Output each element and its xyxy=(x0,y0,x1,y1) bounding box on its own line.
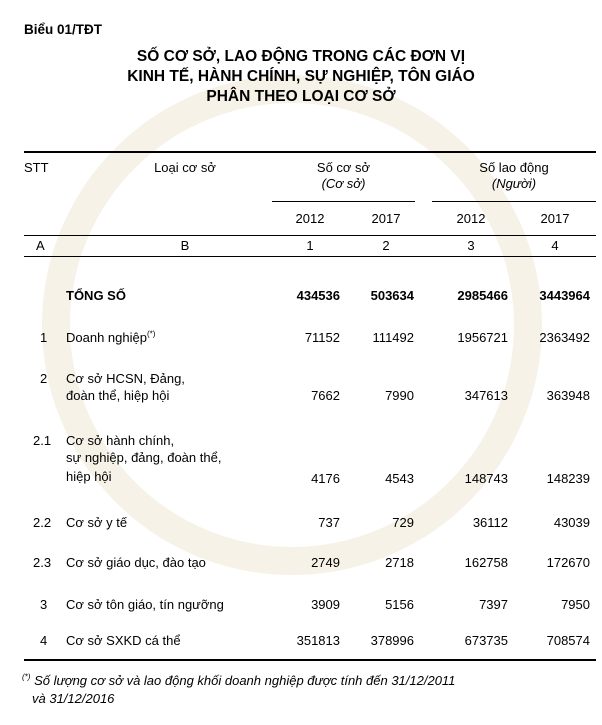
header-labor: Số lao động xyxy=(479,160,549,175)
code-cell: B xyxy=(180,238,190,253)
cell-labor-2012: 148743 xyxy=(464,471,508,486)
row-label: Cơ sở SXKD cá thể xyxy=(66,633,181,648)
code-cell: 4 xyxy=(551,238,559,253)
footnote-line-2: và 31/12/2016 xyxy=(32,691,115,706)
cell-units-2012: 2749 xyxy=(311,555,340,570)
table-bottom-rule xyxy=(24,659,596,661)
cell-units-2017: 729 xyxy=(392,515,414,530)
cell-units-2012: 737 xyxy=(318,515,340,530)
cell-labor-2017: 43039 xyxy=(553,515,590,530)
cell-labor-2012: 1956721 xyxy=(457,330,508,345)
header-year: 2017 xyxy=(540,211,570,226)
row-label: Cơ sở tôn giáo, tín ngưỡng xyxy=(66,597,224,612)
cell-units-2017: 4543 xyxy=(385,471,414,486)
row-stt: 1 xyxy=(40,330,48,345)
row-label-line: hiệp hội xyxy=(66,469,112,484)
units-subheader-rule xyxy=(272,201,415,202)
cell-labor-2012: 347613 xyxy=(464,388,508,403)
cell-labor-2012: 673735 xyxy=(464,633,508,648)
title-line-1: SỐ CƠ SỞ, LAO ĐỘNG TRONG CÁC ĐƠN VỊ xyxy=(136,48,466,65)
row-label: Cơ sở giáo dục, đào tạo xyxy=(66,555,206,570)
header-labor-unit: (Người) xyxy=(491,176,537,191)
row-label: Cơ sở y tế xyxy=(66,515,128,530)
cell-units-2017: 5156 xyxy=(385,597,414,612)
cell-units-2012: 71152 xyxy=(304,330,340,345)
header-bottom-rule xyxy=(24,235,596,236)
code-cell: 3 xyxy=(467,238,475,253)
cell-units-2012: 434536 xyxy=(296,288,340,303)
cell-units-2017: 503634 xyxy=(370,288,414,303)
header-type: Loại cơ sở xyxy=(154,160,216,175)
row-label-line: sự nghiệp, đảng, đoàn thể, xyxy=(66,450,222,465)
title-line-2: KINH TẾ, HÀNH CHÍNH, SỰ NGHIỆP, TÔN GIÁO xyxy=(127,68,475,85)
cell-units-2017: 111492 xyxy=(372,330,414,345)
cell-labor-2012: 2985466 xyxy=(457,288,508,303)
cell-labor-2017: 172670 xyxy=(546,555,590,570)
row-label-line: Cơ sở HCSN, Đảng, xyxy=(66,371,185,386)
row-stt: 2.1 xyxy=(33,433,52,448)
row-label: Doanh nghiệp(*) xyxy=(66,329,156,345)
title-line-3: PHÂN THEO LOẠI CƠ SỞ xyxy=(206,88,396,105)
row-stt: 3 xyxy=(40,597,48,612)
cell-units-2012: 3909 xyxy=(311,597,340,612)
cell-labor-2012: 7397 xyxy=(479,597,508,612)
row-label-line: đoàn thể, hiệp hội xyxy=(66,388,170,403)
header-units: Số cơ sở xyxy=(316,160,371,175)
cell-labor-2017: 363948 xyxy=(546,388,590,403)
row-label-line: Cơ sở hành chính, xyxy=(66,433,175,448)
table-top-rule xyxy=(24,151,596,153)
cell-labor-2017: 148239 xyxy=(546,471,590,486)
document-title xyxy=(0,47,602,107)
cell-labor-2017: 3443964 xyxy=(539,288,590,303)
header-year: 2012 xyxy=(456,211,486,226)
code-cell: 1 xyxy=(306,238,314,253)
cell-labor-2012: 162758 xyxy=(464,555,508,570)
cell-units-2012: 7662 xyxy=(311,388,340,403)
footnote-mark: (*) xyxy=(146,329,156,339)
cell-units-2012: 351813 xyxy=(296,633,340,648)
row-label: TỔNG SỐ xyxy=(66,288,126,303)
labor-subheader-rule xyxy=(432,201,596,202)
header-units-unit: (Cơ sở) xyxy=(321,176,366,191)
cell-labor-2017: 2363492 xyxy=(539,330,590,345)
header-year: 2017 xyxy=(371,211,401,226)
row-stt: 4 xyxy=(40,633,48,648)
footnote-line-1: (*) Số lượng cơ sở và lao động khối doanh nghiệp được tính đến 31/12/2011 xyxy=(22,672,456,688)
cell-units-2017: 2718 xyxy=(385,555,414,570)
code-cell: A xyxy=(36,238,45,253)
cell-labor-2017: 7950 xyxy=(561,597,590,612)
watermark-ring xyxy=(42,75,542,575)
cell-units-2017: 7990 xyxy=(385,388,414,403)
cell-labor-2017: 708574 xyxy=(546,633,590,648)
code-cell: 2 xyxy=(382,238,390,253)
cell-units-2017: 378996 xyxy=(370,633,414,648)
row-stt: 2.2 xyxy=(33,515,52,530)
form-code: Biểu 01/TĐT xyxy=(24,22,103,37)
codes-bottom-rule xyxy=(24,256,596,257)
row-stt: 2.3 xyxy=(33,555,52,570)
cell-units-2012: 4176 xyxy=(311,471,340,486)
header-stt: STT xyxy=(24,160,49,175)
footnote-mark: (*) xyxy=(22,672,31,682)
row-stt: 2 xyxy=(40,371,48,386)
cell-labor-2012: 36112 xyxy=(472,515,508,530)
footnote xyxy=(22,672,455,708)
header-year: 2012 xyxy=(295,211,325,226)
